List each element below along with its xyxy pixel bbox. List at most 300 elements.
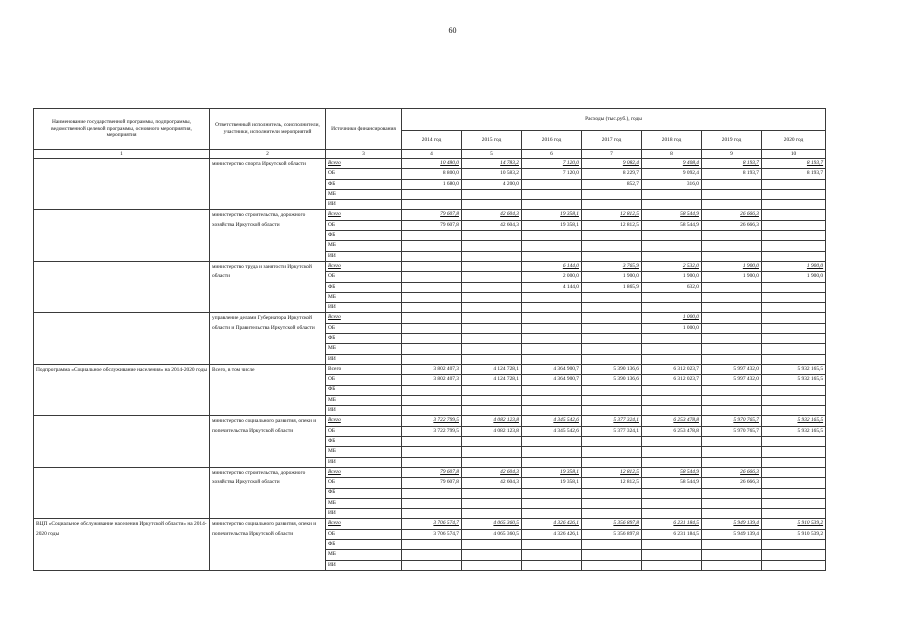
amount-cell — [702, 344, 762, 354]
amount-cell — [762, 498, 826, 508]
amount-cell — [522, 560, 582, 570]
amount-cell — [582, 303, 642, 313]
funding-source-cell: ИИ — [326, 457, 402, 467]
funding-source-cell: ФБ — [326, 179, 402, 189]
amount-cell — [402, 509, 462, 519]
amount-cell — [522, 344, 582, 354]
amount-cell — [582, 560, 642, 570]
amount-cell: 5 970 765,7 — [702, 426, 762, 436]
amount-cell — [462, 292, 522, 302]
amount-cell — [582, 488, 642, 498]
header-column-number: 1 — [34, 150, 210, 159]
header-executor-column: Ответственный исполнитель, соисполнители, участники, исполнители мероприятий — [210, 109, 326, 150]
amount-cell: 5 997 432,0 — [702, 364, 762, 374]
amount-cell: 58 544,9 — [642, 467, 702, 477]
amount-cell: 4 200,0 — [462, 179, 522, 189]
header-year: 2016 год — [522, 131, 582, 150]
amount-cell — [642, 498, 702, 508]
amount-cell — [462, 231, 522, 241]
amount-cell — [402, 251, 462, 261]
amount-cell — [582, 437, 642, 447]
amount-cell: 26 666,3 — [702, 467, 762, 477]
amount-cell: 8 193,7 — [762, 169, 826, 179]
amount-cell — [462, 282, 522, 292]
amount-cell — [462, 539, 522, 549]
amount-cell — [522, 303, 582, 313]
amount-cell — [582, 395, 642, 405]
amount-cell — [462, 395, 522, 405]
amount-cell — [702, 251, 762, 261]
amount-cell — [762, 292, 826, 302]
amount-cell: 10 480,0 — [402, 159, 462, 169]
amount-cell — [762, 488, 826, 498]
amount-cell: 26 666,3 — [702, 478, 762, 488]
funding-source-cell: Всего — [326, 467, 402, 477]
amount-cell: 6 253 478,8 — [642, 426, 702, 436]
program-name-cell — [34, 210, 210, 261]
amount-cell — [762, 251, 826, 261]
executor-cell: министерство спорта Иркутской области — [210, 159, 326, 210]
funding-source-cell: ОБ — [326, 323, 402, 333]
amount-cell: 42 604,3 — [462, 478, 522, 488]
amount-cell — [402, 282, 462, 292]
amount-cell: 5 932 165,5 — [762, 364, 826, 374]
executor-cell: министерство социального развития, опеки и попечительства Иркутской области — [210, 416, 326, 467]
funding-source-cell: МБ — [326, 292, 402, 302]
amount-cell — [762, 354, 826, 364]
amount-cell — [462, 261, 522, 271]
amount-cell — [402, 313, 462, 323]
amount-cell: 1 680,0 — [402, 179, 462, 189]
header-column-numbers-row — [34, 150, 826, 159]
amount-cell — [462, 251, 522, 261]
amount-cell — [762, 189, 826, 199]
amount-cell — [582, 457, 642, 467]
amount-cell: 1 900,0 — [702, 261, 762, 271]
amount-cell — [702, 509, 762, 519]
amount-cell: 79 607,8 — [402, 220, 462, 230]
funding-source-cell: ФБ — [326, 437, 402, 447]
amount-cell — [762, 344, 826, 354]
amount-cell — [762, 560, 826, 570]
funding-source-cell: МБ — [326, 344, 402, 354]
amount-cell: 79 607,8 — [402, 467, 462, 477]
funding-source-cell: ОБ — [326, 169, 402, 179]
amount-cell: 3 722 799,5 — [402, 416, 462, 426]
amount-cell — [762, 303, 826, 313]
amount-cell: 2 532,0 — [642, 261, 702, 271]
funding-source-cell: Всего — [326, 313, 402, 323]
amount-cell — [522, 457, 582, 467]
program-name-cell — [34, 159, 210, 210]
funding-source-cell: ФБ — [326, 539, 402, 549]
amount-cell: 4 065 360,5 — [462, 519, 522, 529]
amount-cell: 3 706 574,7 — [402, 519, 462, 529]
amount-cell: 19 358,1 — [522, 210, 582, 220]
amount-cell — [462, 272, 522, 282]
amount-cell: 6 312 023,7 — [642, 364, 702, 374]
amount-cell — [642, 395, 702, 405]
amount-cell — [522, 395, 582, 405]
program-name-cell: ВЦП «Социальное обслуживание населения Иркутской области» на 2014-2020 годы — [34, 519, 210, 570]
funding-source-cell: ИИ — [326, 251, 402, 261]
amount-cell — [522, 498, 582, 508]
amount-cell — [642, 406, 702, 416]
amount-cell — [702, 488, 762, 498]
header-column-number: 2 — [210, 150, 326, 159]
header-column-number: 8 — [642, 150, 702, 159]
amount-cell: 5 932 165,5 — [762, 375, 826, 385]
amount-cell — [462, 488, 522, 498]
amount-cell — [402, 344, 462, 354]
amount-cell: 2 000,0 — [522, 272, 582, 282]
amount-cell: 1 900,0 — [762, 261, 826, 271]
amount-cell: 5 356 897,8 — [582, 529, 642, 539]
amount-cell — [702, 539, 762, 549]
funding-source-cell: МБ — [326, 447, 402, 457]
amount-cell: 4 364 900,7 — [522, 375, 582, 385]
amount-cell — [402, 395, 462, 405]
amount-cell — [462, 447, 522, 457]
amount-cell — [642, 241, 702, 251]
amount-cell: 3 706 574,7 — [402, 529, 462, 539]
funding-source-cell: ФБ — [326, 385, 402, 395]
amount-cell — [402, 231, 462, 241]
amount-cell: 4 082 123,8 — [462, 426, 522, 436]
amount-cell — [762, 550, 826, 560]
amount-cell — [762, 467, 826, 477]
amount-cell — [762, 323, 826, 333]
amount-cell: 58 544,9 — [642, 220, 702, 230]
funding-source-cell: ИИ — [326, 560, 402, 570]
amount-cell — [402, 261, 462, 271]
amount-cell — [702, 323, 762, 333]
amount-cell — [762, 406, 826, 416]
amount-cell — [702, 560, 762, 570]
funding-source-cell: Всего — [326, 364, 402, 374]
amount-cell — [462, 313, 522, 323]
amount-cell — [522, 241, 582, 251]
program-name-cell — [34, 261, 210, 312]
amount-cell — [402, 241, 462, 251]
amount-cell: 6 144,0 — [522, 261, 582, 271]
amount-cell — [702, 292, 762, 302]
amount-cell — [642, 437, 702, 447]
amount-cell — [702, 437, 762, 447]
amount-cell: 5 970 765,7 — [702, 416, 762, 426]
amount-cell — [402, 437, 462, 447]
amount-cell — [702, 200, 762, 210]
amount-cell — [522, 354, 582, 364]
amount-cell: 5 910 539,2 — [762, 529, 826, 539]
amount-cell: 19 358,1 — [522, 467, 582, 477]
amount-cell: 19 358,1 — [522, 478, 582, 488]
amount-cell — [762, 231, 826, 241]
amount-cell — [762, 478, 826, 488]
amount-cell: 7 120,0 — [522, 159, 582, 169]
funding-source-cell: ИИ — [326, 200, 402, 210]
amount-cell: 5 997 432,0 — [702, 375, 762, 385]
amount-cell — [642, 354, 702, 364]
amount-cell — [462, 189, 522, 199]
program-name-cell — [34, 467, 210, 518]
amount-cell: 4 082 123,8 — [462, 416, 522, 426]
amount-cell — [402, 292, 462, 302]
amount-cell — [702, 303, 762, 313]
amount-cell — [642, 560, 702, 570]
amount-cell — [762, 210, 826, 220]
amount-cell — [642, 303, 702, 313]
amount-cell — [582, 509, 642, 519]
header-year: 2014 год — [402, 131, 462, 150]
amount-cell — [522, 447, 582, 457]
amount-cell — [402, 498, 462, 508]
amount-cell — [642, 509, 702, 519]
table-row — [34, 467, 826, 477]
program-name-cell: Подпрограмма «Социальное обслуживание населения» на 2014-2020 годы — [34, 364, 210, 415]
amount-cell — [642, 189, 702, 199]
funding-source-cell: МБ — [326, 241, 402, 251]
amount-cell — [642, 200, 702, 210]
amount-cell — [402, 488, 462, 498]
amount-cell — [702, 385, 762, 395]
amount-cell — [522, 406, 582, 416]
amount-cell: 5 949 139,4 — [702, 519, 762, 529]
amount-cell — [582, 354, 642, 364]
amount-cell: 58 544,9 — [642, 210, 702, 220]
amount-cell — [642, 385, 702, 395]
executor-cell: министерство строительства, дорожного хозяйства Иркутской области — [210, 210, 326, 261]
amount-cell: 8 193,7 — [702, 169, 762, 179]
amount-cell: 9 092,4 — [642, 169, 702, 179]
amount-cell — [582, 498, 642, 508]
amount-cell — [762, 241, 826, 251]
table-body — [34, 159, 826, 571]
amount-cell — [582, 344, 642, 354]
amount-cell — [702, 498, 762, 508]
header-column-number: 5 — [462, 150, 522, 159]
amount-cell — [582, 385, 642, 395]
amount-cell — [402, 334, 462, 344]
amount-cell — [522, 323, 582, 333]
amount-cell — [402, 457, 462, 467]
amount-cell — [462, 354, 522, 364]
amount-cell — [762, 313, 826, 323]
table-row — [34, 261, 826, 271]
amount-cell — [702, 334, 762, 344]
amount-cell — [642, 231, 702, 241]
amount-cell — [462, 509, 522, 519]
funding-source-cell: ФБ — [326, 488, 402, 498]
header-year: 2020 год — [762, 131, 826, 150]
header-year: 2015 год — [462, 131, 522, 150]
funding-source-cell: Всего — [326, 159, 402, 169]
amount-cell: 14 783,2 — [462, 159, 522, 169]
funding-source-cell: ФБ — [326, 334, 402, 344]
funding-source-cell: Всего — [326, 261, 402, 271]
amount-cell — [762, 509, 826, 519]
amount-cell: 3 802 407,3 — [402, 375, 462, 385]
header-column-number: 9 — [702, 150, 762, 159]
amount-cell — [462, 200, 522, 210]
amount-cell: 6 231 184,5 — [642, 529, 702, 539]
executor-cell: министерство социального развития, опеки и попечительства Иркутской области — [210, 519, 326, 570]
amount-cell: 1 000,0 — [642, 313, 702, 323]
amount-cell: 5 932 165,5 — [762, 416, 826, 426]
amount-cell — [762, 179, 826, 189]
amount-cell — [402, 354, 462, 364]
amount-cell — [462, 457, 522, 467]
amount-cell: 6 231 184,5 — [642, 519, 702, 529]
amount-cell: 1 900,0 — [762, 272, 826, 282]
amount-cell: 6 312 023,7 — [642, 375, 702, 385]
amount-cell — [522, 334, 582, 344]
funding-source-cell: ФБ — [326, 282, 402, 292]
funding-source-cell: Всего — [326, 210, 402, 220]
amount-cell — [522, 292, 582, 302]
table-row — [34, 313, 826, 323]
amount-cell — [642, 488, 702, 498]
amount-cell — [702, 457, 762, 467]
header-column-number: 6 — [522, 150, 582, 159]
amount-cell: 8 229,7 — [582, 169, 642, 179]
amount-cell: 4 326 426,1 — [522, 519, 582, 529]
amount-cell — [762, 334, 826, 344]
amount-cell — [402, 539, 462, 549]
amount-cell: 4 144,0 — [522, 282, 582, 292]
amount-cell — [642, 457, 702, 467]
funding-source-cell: ОБ — [326, 426, 402, 436]
amount-cell: 58 544,9 — [642, 478, 702, 488]
amount-cell — [462, 406, 522, 416]
amount-cell — [522, 231, 582, 241]
amount-cell — [702, 282, 762, 292]
amount-cell — [582, 251, 642, 261]
executor-cell: Всего, в том числе — [210, 364, 326, 415]
amount-cell — [402, 406, 462, 416]
header-source-column: Источники финансирования — [326, 109, 402, 150]
amount-cell: 1 900,0 — [582, 272, 642, 282]
amount-cell: 42 604,3 — [462, 210, 522, 220]
amount-cell — [522, 539, 582, 549]
amount-cell: 79 607,8 — [402, 478, 462, 488]
budget-table — [33, 108, 826, 571]
amount-cell: 26 666,3 — [702, 210, 762, 220]
amount-cell — [582, 334, 642, 344]
amount-cell — [462, 303, 522, 313]
amount-cell — [582, 241, 642, 251]
amount-cell — [402, 447, 462, 457]
amount-cell: 3 802 407,3 — [402, 364, 462, 374]
amount-cell — [702, 179, 762, 189]
amount-cell — [702, 189, 762, 199]
amount-cell: 4 124 728,1 — [462, 375, 522, 385]
amount-cell: 1 865,9 — [582, 282, 642, 292]
amount-cell: 4 326 426,1 — [522, 529, 582, 539]
amount-cell — [702, 395, 762, 405]
amount-cell — [762, 282, 826, 292]
executor-cell: министерство труда и занятости Иркутской области — [210, 261, 326, 312]
page-number: 60 — [448, 26, 457, 35]
amount-cell — [402, 303, 462, 313]
header-expenses: Расходы (тыс.руб.), годы — [402, 109, 826, 131]
amount-cell — [702, 231, 762, 241]
executor-cell: министерство строительства, дорожного хозяйства Иркутской области — [210, 467, 326, 518]
amount-cell: 632,0 — [642, 282, 702, 292]
funding-source-cell: ИИ — [326, 303, 402, 313]
amount-cell — [582, 406, 642, 416]
funding-source-cell: ФБ — [326, 231, 402, 241]
amount-cell — [702, 406, 762, 416]
amount-cell: 9 408,4 — [642, 159, 702, 169]
table-row — [34, 519, 826, 529]
amount-cell — [582, 447, 642, 457]
executor-cell: управление делами Губернатора Иркутской области и Правительства Иркутской области — [210, 313, 326, 364]
amount-cell: 4 364 900,7 — [522, 364, 582, 374]
header-column-number: 10 — [762, 150, 826, 159]
amount-cell: 12 812,5 — [582, 210, 642, 220]
amount-cell — [642, 344, 702, 354]
amount-cell: 3 765,9 — [582, 261, 642, 271]
amount-cell — [762, 457, 826, 467]
amount-cell: 5 390 136,6 — [582, 375, 642, 385]
amount-cell: 12 812,5 — [582, 220, 642, 230]
amount-cell — [522, 189, 582, 199]
amount-cell: 1 900,0 — [702, 272, 762, 282]
amount-cell — [582, 231, 642, 241]
amount-cell — [522, 437, 582, 447]
amount-cell — [582, 550, 642, 560]
funding-source-cell: Всего — [326, 416, 402, 426]
amount-cell — [582, 323, 642, 333]
header-year: 2018 год — [642, 131, 702, 150]
amount-cell: 6 253 478,8 — [642, 416, 702, 426]
amount-cell: 1 900,0 — [642, 272, 702, 282]
amount-cell — [402, 189, 462, 199]
amount-cell: 5 377 324,1 — [582, 416, 642, 426]
amount-cell: 42 604,3 — [462, 220, 522, 230]
funding-source-cell: ИИ — [326, 406, 402, 416]
amount-cell — [462, 241, 522, 251]
amount-cell — [522, 251, 582, 261]
header-column-number: 4 — [402, 150, 462, 159]
amount-cell — [762, 437, 826, 447]
amount-cell — [462, 498, 522, 508]
funding-source-cell: ИИ — [326, 509, 402, 519]
header-year: 2017 год — [582, 131, 642, 150]
amount-cell: 1 000,0 — [642, 323, 702, 333]
amount-cell: 10 583,2 — [462, 169, 522, 179]
amount-cell: 7 120,0 — [522, 169, 582, 179]
header-column-number: 7 — [582, 150, 642, 159]
funding-source-cell: Всего — [326, 519, 402, 529]
amount-cell — [462, 560, 522, 570]
amount-cell — [582, 292, 642, 302]
amount-cell — [762, 200, 826, 210]
funding-source-cell: ОБ — [326, 220, 402, 230]
amount-cell — [522, 550, 582, 560]
amount-cell: 4 345 542,6 — [522, 426, 582, 436]
amount-cell: 5 910 539,2 — [762, 519, 826, 529]
amount-cell: 852,7 — [582, 179, 642, 189]
amount-cell — [462, 323, 522, 333]
amount-cell — [522, 313, 582, 323]
table-row — [34, 416, 826, 426]
amount-cell: 5 377 324,1 — [582, 426, 642, 436]
amount-cell — [462, 334, 522, 344]
amount-cell: 12 812,5 — [582, 467, 642, 477]
amount-cell — [582, 313, 642, 323]
